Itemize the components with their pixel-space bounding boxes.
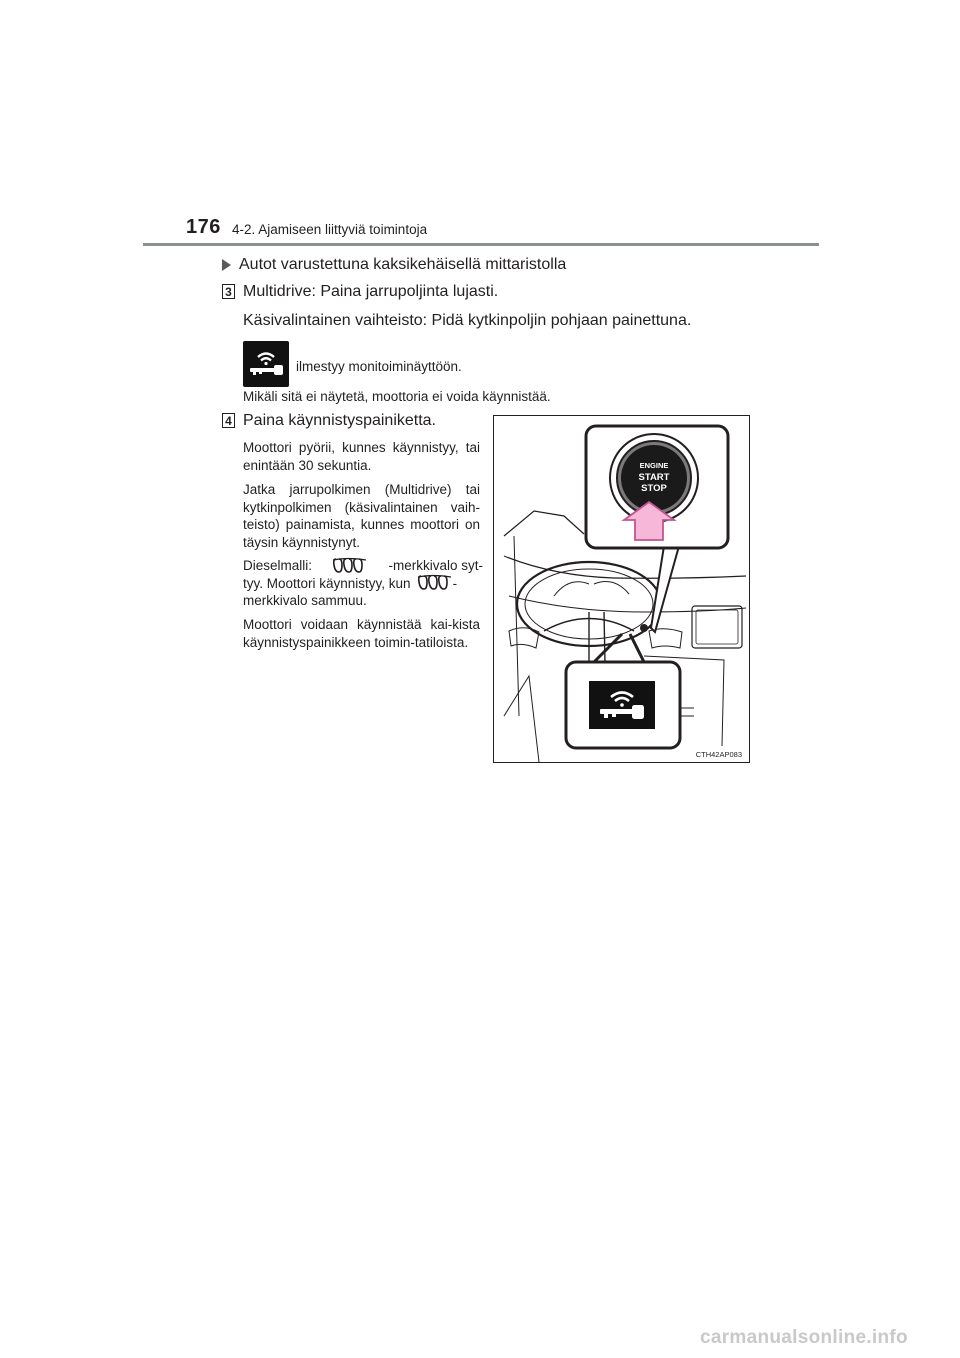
para3-kun: tyy. Moottori käynnistyy, kun	[243, 575, 411, 591]
glow-plug-indicator-icon	[332, 557, 368, 575]
dashboard-illustration	[493, 415, 750, 763]
key-wireless-indicator-icon	[243, 341, 289, 387]
step-number-3: 3	[222, 284, 235, 299]
triangle-bullet-icon	[222, 259, 231, 271]
variant-heading-text: Autot varustettuna kaksikehäisellä mittaristolla	[239, 256, 567, 273]
step3-line2: Käsivalintainen vaihteisto: Pidä kytkinpoljin pohjaan painettuna.	[243, 312, 692, 329]
step4-para4: Moottori voidaan käynnistää kai-kista käynnistyspainikkeen toimin-tatiloista.	[243, 617, 480, 650]
variant-heading	[222, 256, 566, 274]
watermark: carmanualsonline.info	[700, 1327, 908, 1348]
page-number: 176	[186, 216, 221, 238]
para3-sammuu: merkkivalo sammuu.	[243, 593, 367, 608]
stop-label: STOP	[641, 483, 667, 494]
para3-dash: -	[452, 575, 458, 591]
start-label: START	[638, 472, 670, 483]
illustration-code: CTH42AP083	[695, 750, 742, 759]
step4-para1: Moottori pyörii, kunnes käynnistyy, tai enintään 30 sekuntia.	[243, 440, 480, 473]
step4-title: Paina käynnistyspainiketta.	[243, 412, 436, 429]
para3-dieselmalli: Dieselmalli:	[243, 558, 313, 573]
step4-para3	[243, 557, 483, 610]
engine-label: ENGINE	[639, 461, 669, 470]
dashboard-drawing	[494, 416, 749, 762]
section-title: 4-2. Ajamiseen liittyviä toimintoja	[232, 222, 428, 237]
header-rule	[143, 243, 819, 246]
step3-note: Mikäli sitä ei näytetä, moottoria ei voida käynnistää.	[243, 389, 551, 404]
step-number-4: 4	[222, 413, 235, 428]
step3-line1: Multidrive: Paina jarrupoljinta lujasti.	[243, 283, 499, 300]
step4-para2: Jatka jarrupolkimen (Multidrive) tai kytkinpolkimen (käsivalintainen vaih-teisto) painamista, kunnes moottori on täysin käynnistynyt.	[243, 482, 480, 550]
glow-plug-indicator-icon	[417, 574, 453, 592]
para3-merkkivalo-syt: -merkkivalo syt-	[388, 558, 483, 573]
indicator-caption: ilmestyy monitoiminäyttöön.	[296, 359, 462, 374]
